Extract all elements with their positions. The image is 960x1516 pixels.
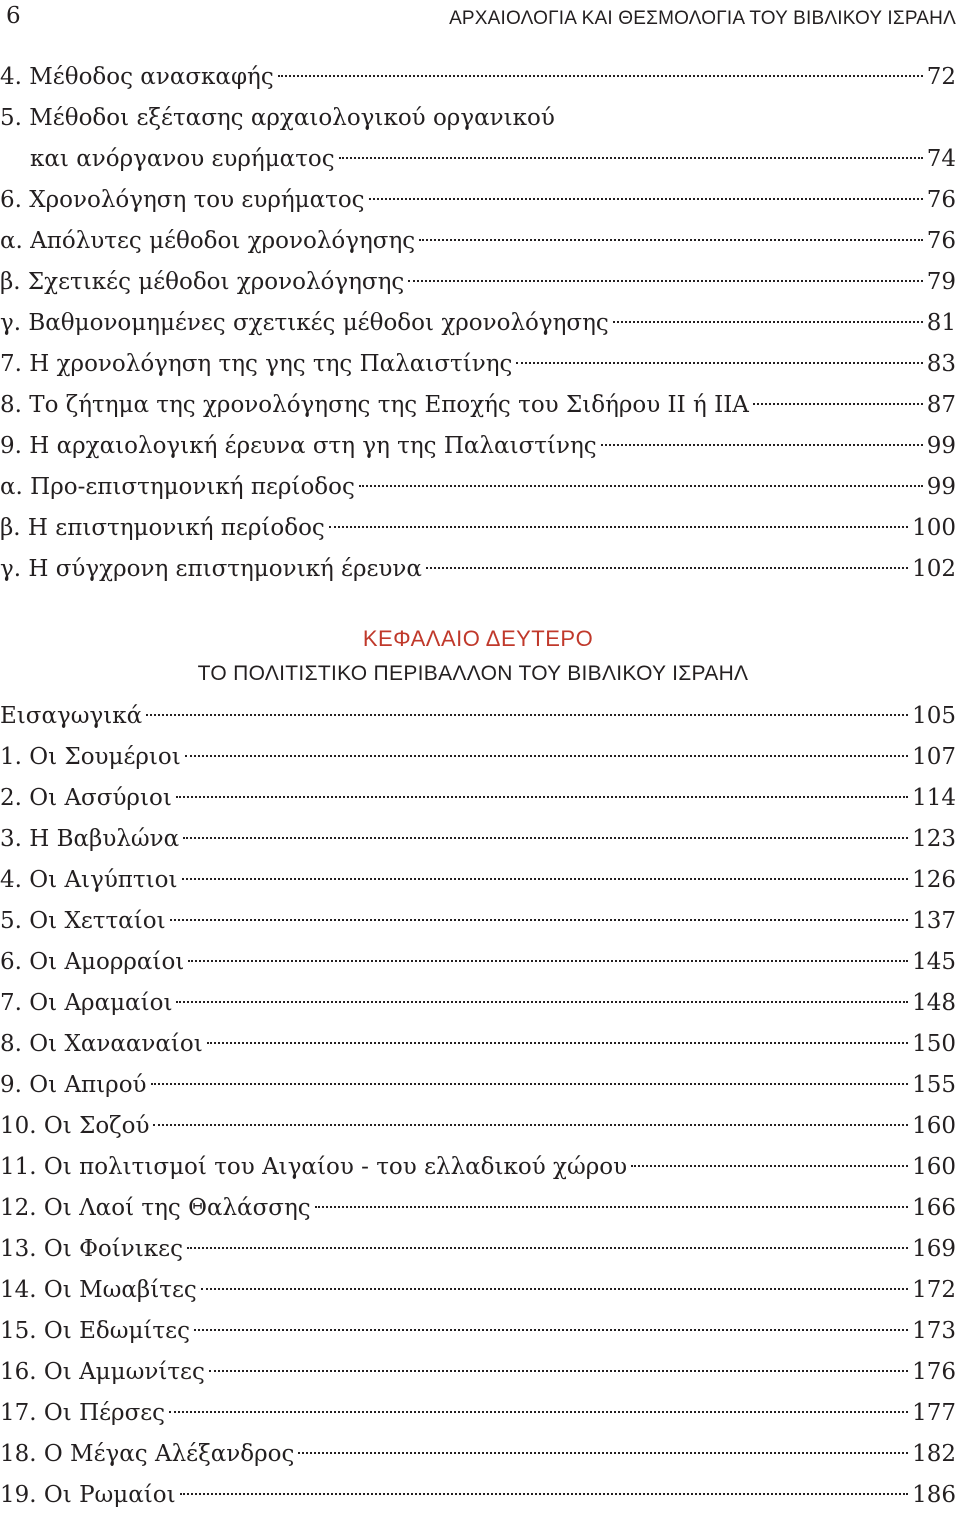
toc-entry-page: 76 — [926, 187, 956, 213]
toc-dot-leader — [201, 1287, 908, 1290]
toc-dot-leader — [613, 320, 923, 323]
toc-entry-label: 7. Οι Αραμαίοι — [0, 990, 173, 1016]
toc-entry — [0, 1475, 956, 1516]
toc-entry — [0, 344, 956, 385]
toc-entry-page: 150 — [912, 1031, 956, 1057]
toc-dot-leader — [209, 1369, 908, 1372]
toc-entry-label: 11. Οι πολιτισμοί του Αιγαίου - του ελλαδικού χώρου — [0, 1154, 628, 1180]
toc-entry-label: α. Προ-επιστημονική περίοδος — [0, 474, 355, 500]
toc-dot-leader — [176, 1000, 908, 1003]
toc-entry-page: 169 — [912, 1236, 956, 1262]
chapter-subtitle: ΤΟ ΠΟΛΙΤΙΣΤΙΚΟ ΠΕΡΙΒΑΛΛΟΝ ΤΟΥ ΒΙΒΛΙΚΟΥ ΙΣΡΑΗΛ — [197, 662, 749, 685]
toc-dot-leader — [187, 1246, 908, 1249]
toc-entry — [0, 860, 956, 901]
toc-entry-page: 137 — [912, 908, 956, 934]
toc-entry — [0, 303, 956, 344]
toc-dot-leader — [339, 156, 923, 159]
toc-dot-leader — [516, 361, 922, 364]
toc-section-2 — [0, 696, 956, 1516]
toc-entry — [0, 139, 956, 180]
toc-entry — [0, 385, 956, 426]
toc-entry-page: 160 — [912, 1113, 956, 1139]
toc-entry-label: α. Απόλυτες μέθοδοι χρονολόγησης — [0, 228, 416, 254]
toc-entry-page: 72 — [926, 64, 956, 90]
toc-dot-leader — [153, 1123, 908, 1126]
toc-entry-page: 155 — [912, 1072, 956, 1098]
toc-entry-page: 145 — [912, 949, 956, 975]
toc-dot-leader — [185, 754, 908, 757]
toc-dot-leader — [182, 877, 909, 880]
toc-entry — [0, 1024, 956, 1065]
toc-entry — [0, 1065, 956, 1106]
toc-entry-page: 83 — [926, 351, 956, 377]
toc-entry — [0, 737, 956, 778]
toc-entry-label: 9. Η αρχαιολογική έρευνα στη γη της Παλαιστίνης — [0, 433, 597, 459]
toc-entry-label: 3. Η Βαβυλώνα — [0, 826, 180, 852]
toc-entry-page: 74 — [926, 146, 956, 172]
toc-entry-page: 176 — [912, 1359, 956, 1385]
page-header — [0, 0, 956, 40]
toc-entry — [0, 549, 956, 590]
toc-entry-label: 17. Οι Πέρσες — [0, 1400, 166, 1426]
toc-dot-leader — [151, 1082, 909, 1085]
toc-entry-page: 172 — [912, 1277, 956, 1303]
toc-entry-page: 102 — [912, 556, 956, 582]
toc-entry-label: β. Σχετικές μέθοδοι χρονολόγησης — [0, 269, 405, 295]
toc-entry-label: γ. Η σύγχρονη επιστημονική έρευνα — [0, 556, 422, 582]
toc-entry-label: 6. Οι Αμορραίοι — [0, 949, 185, 975]
toc-dot-leader — [207, 1041, 908, 1044]
toc-entry-page: 148 — [912, 990, 956, 1016]
toc-entry-page: 100 — [912, 515, 956, 541]
page-number: 6 — [6, 3, 21, 29]
toc-entry-label: 9. Οι Απιρού — [0, 1072, 147, 1098]
toc-section-1 — [0, 57, 956, 590]
toc-entry-page: 160 — [912, 1154, 956, 1180]
toc-dot-leader — [601, 443, 923, 446]
toc-dot-leader — [278, 74, 923, 77]
toc-entry-label: 8. Οι Χανααναίοι — [0, 1031, 203, 1057]
toc-entry — [0, 262, 956, 303]
toc-entry-label: 19. Οι Ρωμαίοι — [0, 1482, 176, 1508]
toc-entry-label: 4. Οι Αιγύπτιοι — [0, 867, 178, 893]
toc-entry-page: 87 — [926, 392, 956, 418]
toc-entry-page: 76 — [926, 228, 956, 254]
toc-dot-leader — [329, 525, 908, 528]
toc-entry — [0, 57, 956, 98]
toc-entry-label: 13. Οι Φοίνικες — [0, 1236, 183, 1262]
toc-entry — [0, 221, 956, 262]
toc-entry — [0, 819, 956, 860]
toc-dot-leader — [183, 836, 908, 839]
toc-entry-label: 18. Ο Μέγας Αλέξανδρος — [0, 1441, 295, 1467]
toc-entry — [0, 1147, 956, 1188]
toc-entry — [0, 1311, 956, 1352]
toc-entry-label: 15. Οι Εδωμίτες — [0, 1318, 190, 1344]
toc-entry — [0, 1393, 956, 1434]
toc-entry-label: και ανόργανου ευρήματος — [30, 146, 335, 172]
toc-entry-label: 4. Μέθοδος ανασκαφής — [0, 64, 274, 90]
toc-entry — [0, 778, 956, 819]
toc-dot-leader — [194, 1328, 908, 1331]
toc-entry-label: 14. Οι Μωαβίτες — [0, 1277, 197, 1303]
toc-dot-leader — [146, 713, 908, 716]
toc-dot-leader — [315, 1205, 908, 1208]
toc-entry-page: 79 — [926, 269, 956, 295]
toc-entry-label: β. Η επιστημονική περίοδος — [0, 515, 325, 541]
toc-entry-label: 1. Οι Σουμέριοι — [0, 744, 181, 770]
toc-entry-label: 7. Η χρονολόγηση της γης της Παλαιστίνης — [0, 351, 513, 377]
toc-entry-label: 8. Το ζήτημα της χρονολόγησης της Εποχής του Σιδήρου ΙΙ ή ΙΙΑ — [0, 392, 749, 418]
toc-entry — [0, 180, 956, 221]
toc-entry-page: 177 — [912, 1400, 956, 1426]
toc-entry-label: 10. Οι Σοζού — [0, 1113, 150, 1139]
toc-entry — [0, 1106, 956, 1147]
toc-entry-page: 186 — [912, 1482, 956, 1508]
toc-entry-page: 166 — [912, 1195, 956, 1221]
toc-entry-page: 123 — [912, 826, 956, 852]
toc-entry-label: 12. Οι Λαοί της Θαλάσσης — [0, 1195, 311, 1221]
toc-dot-leader — [169, 1410, 908, 1413]
toc-entry-label: 5. Μέθοδοι εξέτασης αρχαιολογικού οργανικού — [0, 105, 555, 131]
toc-entry-label: 6. Χρονολόγηση του ευρήματος — [0, 187, 365, 213]
toc-entry-page: 173 — [912, 1318, 956, 1344]
toc-dot-leader — [176, 795, 908, 798]
toc-dot-leader — [426, 566, 908, 569]
toc-entry — [0, 942, 956, 983]
toc-entry-page: 114 — [912, 785, 956, 811]
toc-entry-label: 5. Οι Χετταίοι — [0, 908, 166, 934]
toc-dot-leader — [369, 197, 923, 200]
toc-entry-label: 16. Οι Αμμωνίτες — [0, 1359, 205, 1385]
toc-entry — [0, 426, 956, 467]
toc-dot-leader — [180, 1492, 908, 1495]
toc-entry — [0, 1229, 956, 1270]
toc-entry-page: 107 — [912, 744, 956, 770]
toc-entry — [0, 901, 956, 942]
toc-entry — [0, 983, 956, 1024]
toc-entry — [0, 1188, 956, 1229]
toc-dot-leader — [298, 1451, 908, 1454]
toc-entry — [0, 508, 956, 549]
chapter-title: ΚΕΦΑΛΑΙΟ ΔΕΥΤΕΡΟ — [362, 626, 594, 651]
toc-entry-page: 105 — [912, 703, 956, 729]
toc-entry-label: γ. Βαθμονομημένες σχετικές μέθοδοι χρονολόγησης — [0, 310, 609, 336]
toc-entry — [0, 696, 956, 737]
toc-dot-leader — [359, 484, 923, 487]
toc-dot-leader — [419, 238, 923, 241]
toc-dot-leader — [170, 918, 909, 921]
running-head: ΑΡΧΑΙΟΛΟΓΙΑ ΚΑΙ ΘΕΣΜΟΛΟΓΙΑ ΤΟΥ ΒΙΒΛΙΚΟΥ ΙΣΡΑΗΛ — [449, 8, 956, 29]
toc-entry — [0, 467, 956, 508]
toc-entry — [0, 98, 956, 139]
toc-entry-page: 126 — [912, 867, 956, 893]
toc-entry — [0, 1434, 956, 1475]
toc-dot-leader — [631, 1164, 908, 1167]
toc-dot-leader — [408, 279, 922, 282]
toc-entry — [0, 1270, 956, 1311]
toc-dot-leader — [188, 959, 908, 962]
toc-entry-label: Εισαγωγικά — [0, 703, 143, 729]
toc-entry — [0, 1352, 956, 1393]
toc-entry-page: 81 — [926, 310, 956, 336]
toc-entry-page: 182 — [912, 1441, 956, 1467]
toc-entry-page: 99 — [926, 433, 956, 459]
chapter-heading — [0, 622, 956, 692]
toc-entry-page: 99 — [926, 474, 956, 500]
toc-entry-label: 2. Οι Ασσύριοι — [0, 785, 172, 811]
toc-dot-leader — [753, 402, 923, 405]
